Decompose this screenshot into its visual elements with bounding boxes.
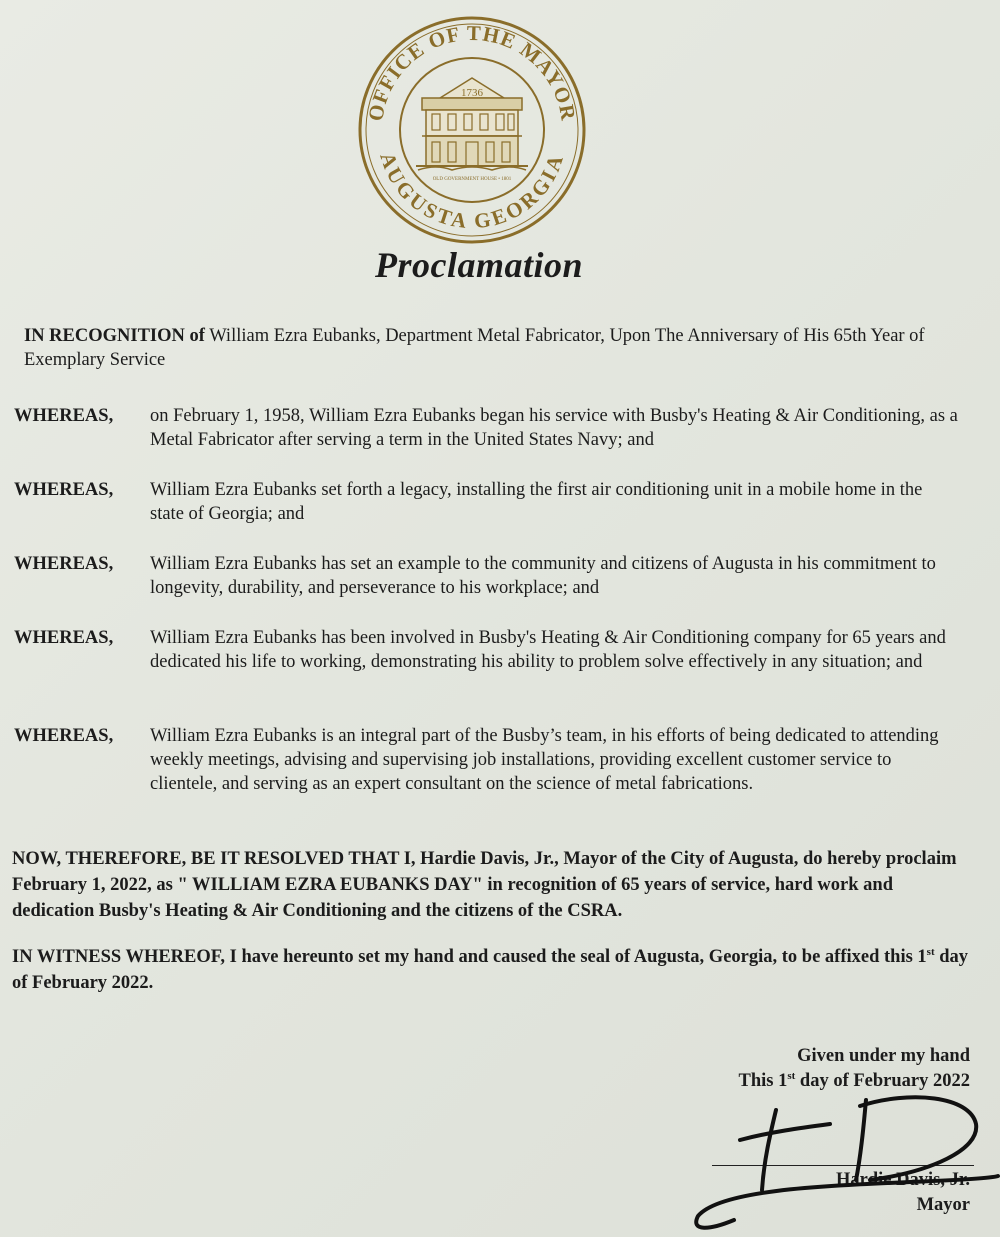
recognition-text: William Ezra Eubanks, Department Metal Fabricator, Upon The Anniversary of His 65th Year of Exemplary Service bbox=[24, 326, 925, 370]
given-line-2-end: day of February 2022 bbox=[795, 1071, 970, 1091]
seal-motto: OLD GOVERNMENT HOUSE • 1801 bbox=[432, 177, 512, 182]
page-title: Proclamation bbox=[374, 245, 583, 285]
witness-text-end: day of February 2022. bbox=[12, 947, 969, 993]
seal-top-text: OFFICE OF THE MAYOR bbox=[363, 20, 581, 123]
whereas-clause: William Ezra Eubanks has been involved in Busby's Heating & Air Conditioning company for 65 years and dedicated his life to working, demonstrating his ability to problem solve effectively in any situation; and bbox=[150, 628, 946, 672]
recognition-lead: IN RECOGNITION of bbox=[24, 326, 205, 346]
whereas-label: WHEREAS, bbox=[14, 554, 114, 574]
resolution-paragraph: NOW, THEREFORE, BE IT RESOLVED THAT I, Hardie Davis, Jr., Mayor of the City of Augusta, do hereby proclaim February 1, 2022, as " WILLIAM EZRA EUBANKS DAY" in recognition of 65 years of service, hard work and dedication Busby's Heating & Air Conditioning and the citizens of the CSRA. bbox=[12, 849, 957, 921]
given-line-1: Given under my hand bbox=[797, 1046, 970, 1066]
given-ordinal: st bbox=[787, 1069, 796, 1082]
signatory-title: Mayor bbox=[916, 1195, 970, 1215]
whereas-label: WHEREAS, bbox=[14, 406, 114, 426]
whereas-label: WHEREAS, bbox=[14, 628, 114, 648]
given-line-2-start: This 1 bbox=[738, 1071, 788, 1091]
whereas-clause: William Ezra Eubanks has set an example to the community and citizens of Augusta in his commitment to longevity, durability, and perseverance to his workplace; and bbox=[150, 554, 936, 598]
seal-bottom-text: AUGUSTA GEORGIA bbox=[375, 149, 569, 234]
whereas-clause: on February 1, 1958, William Ezra Eubanks began his service with Busby's Heating & Air Conditioning, as a Metal Fabricator after serving a term in the United States Navy; and bbox=[150, 406, 958, 450]
witness-text: IN WITNESS WHEREOF, I have hereunto set my hand and caused the seal of Augusta, Georgia, to be affixed this 1 bbox=[12, 947, 927, 967]
mayor-seal-icon bbox=[356, 14, 588, 246]
signatory-name: Hardie Davis, Jr. bbox=[836, 1170, 970, 1190]
witness-paragraph bbox=[12, 944, 977, 996]
whereas-label: WHEREAS, bbox=[14, 480, 114, 500]
whereas-clause: William Ezra Eubanks is an integral part of the Busby’s team, in his efforts of being dedicated to attending weekly meetings, advising and supervising job installations, providing excellent customer service to clientele, and serving as an expert consultant on the science of metal fabrications. bbox=[150, 726, 939, 794]
witness-ordinal: st bbox=[926, 945, 935, 958]
whereas-label: WHEREAS, bbox=[14, 726, 114, 746]
whereas-clause: William Ezra Eubanks set forth a legacy, installing the first air conditioning unit in a mobile home in the state of Georgia; and bbox=[150, 480, 923, 524]
seal-year: 1736 bbox=[461, 87, 483, 99]
handwritten-signature-icon bbox=[680, 1080, 1000, 1237]
recognition-paragraph bbox=[24, 324, 954, 372]
